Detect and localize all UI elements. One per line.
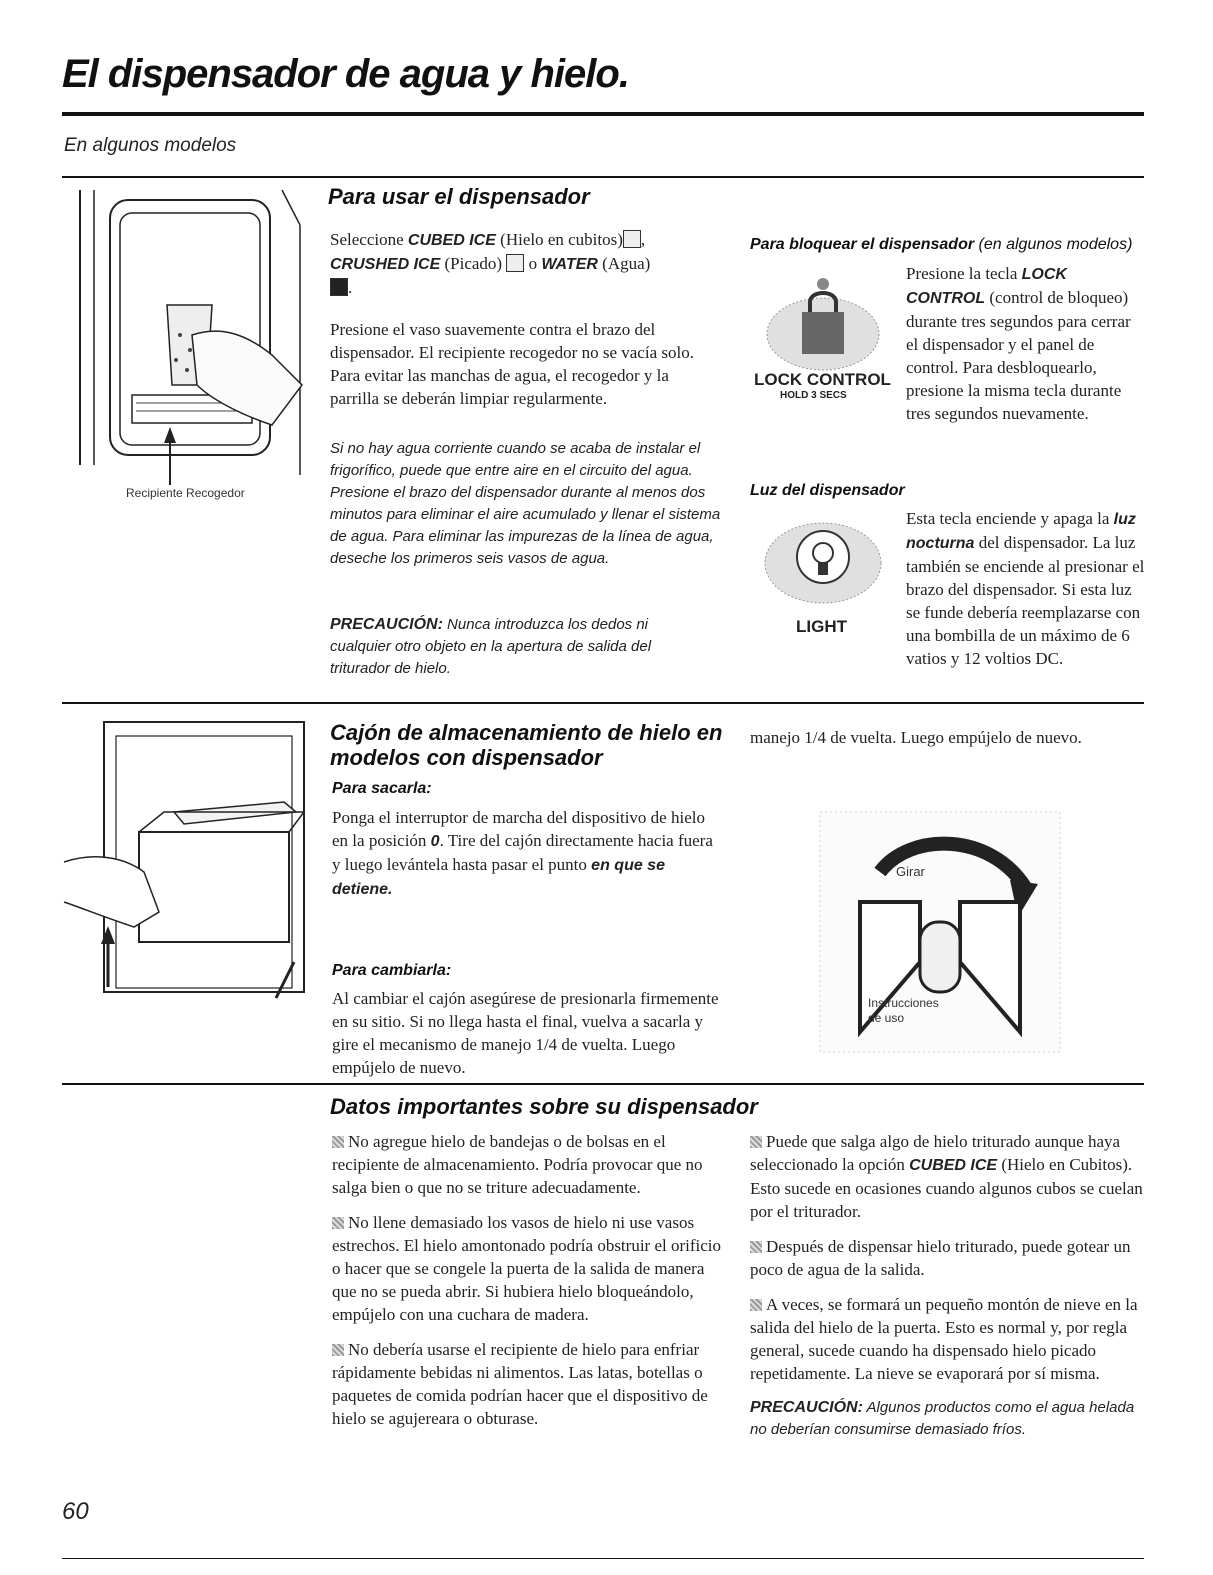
list-item: A veces, se formará un pequeño montón de nieve en la salida del hielo de la puerta. Esto es normal y, por regla general, sucede cuando ha dispensado hielo picado repetidamente. La nieve se evaporará por sí misma.: [750, 1295, 1138, 1383]
lock-paragraph: Presione la tecla LOCK CONTROL (control de bloqueo) durante tres segundos para cerrar el dispensador y el panel de control. Para desbloquearlo, presione la misma tecla durante tres segundos nuevamente.: [906, 264, 1131, 423]
list-item: Puede que salga algo de hielo triturado aunque haya seleccionado la opción CUBED ICE (Hielo en Cubitos). Esto sucede en ocasiones cuando algunos cubos se cuelan por el triturador.: [750, 1132, 1143, 1221]
instrucciones-label: Instrucciones de uso: [868, 996, 939, 1025]
bullet-icon: [750, 1136, 762, 1148]
sacar-paragraph: Ponga el interruptor de marcha del dispositivo de hielo en la posición 0. Tire del cajón directamente hacia fuera y luego levántela hasta pasar el punto en que se detiene.: [332, 808, 713, 898]
list-item: Después de dispensar hielo triturado, puede gotear un poco de agua de la salida.: [750, 1237, 1131, 1279]
light-paragraph: Esta tecla enciende y apaga la luz nocturna del dispensador. La luz también se enciende al presionar el brazo del dispensador. Si esta luz se funde debería reemplazarse con una bombilla de un máximo de 6 vatios y 12 voltios DC.: [906, 509, 1145, 668]
title-rule: [62, 112, 1144, 116]
datos-caution: PRECAUCIÓN: Algunos productos como el agua helada no deberían consumirse demasiado fríos.: [750, 1399, 1135, 1438]
bullet-icon: [332, 1344, 344, 1356]
datos-right-list: [750, 1130, 1146, 1441]
section-heading-cajon: Cajón de almacenamiento de hielo en modelos con dispensador: [330, 720, 723, 770]
usar-paragraph-1: Seleccione CUBED ICE (Hielo en cubitos) , CRUSHED ICE (Picado) o WATER (Agua) .: [330, 230, 651, 297]
lock-control-button-figure: [752, 262, 894, 412]
page-title: El dispensador de agua y hielo.: [62, 52, 629, 96]
light-button-figure: [752, 505, 894, 655]
page-number: 60: [62, 1498, 89, 1525]
knob-figure: [820, 812, 1060, 1052]
lock-icon: [752, 262, 894, 372]
figure-caption: Recipiente Recogedor: [126, 486, 245, 500]
dispenser-illustration: [72, 185, 312, 505]
cambiar-label: Para cambiarla:: [332, 962, 452, 979]
light-label: LIGHT: [796, 617, 847, 636]
crushed-ice-icon: [506, 254, 524, 272]
bullet-icon: [750, 1299, 762, 1311]
section-rule-3: [62, 1083, 1144, 1085]
section-heading-usar: Para usar el dispensador: [328, 184, 590, 209]
cubed-ice-icon: [623, 230, 641, 248]
lock-control-sublabel: HOLD 3 SECS: [780, 390, 847, 401]
section-rule-1: [62, 176, 1144, 178]
section-heading-datos: Datos importantes sobre su dispensador: [330, 1094, 758, 1119]
cambiar-paragraph-continued: manejo 1/4 de vuelta. Luego empújelo de nuevo.: [750, 728, 1082, 747]
ice-bin-illustration: [64, 712, 314, 1002]
light-bulb-icon: [752, 505, 894, 615]
cambiar-paragraph: Al cambiar el cajón asegúrese de presionarla firmemente en su sitio. Si no llega hasta el final, vuelva a sacarla y gire el mecanismo de manejo 1/4 de vuelta. Luego empújelo de nuevo.: [332, 989, 719, 1077]
usar-paragraph-3: Si no hay agua corriente cuando se acaba de instalar el frigorífico, puede que entre aire en el circuito del agua. Presione el brazo del dispensador durante al menos dos minutos para eliminar el aire acumulado y llenar el sistema de agua. Para eliminar las impurezas de la línea de agua, deseche los primeros seis vasos de agua.: [330, 440, 721, 567]
dispenser-figure: [72, 185, 312, 505]
usar-paragraph-2: Presione el vaso suavemente contra el brazo del dispensador. El recipiente recogedor no se vacía solo. Para evitar las manchas de agua, el recogedor y la parrilla se deberán limpiar regularmente.: [330, 320, 694, 408]
section-heading-lock: Para bloquear el dispensador (en algunos modelos): [750, 236, 1133, 253]
footer-rule: [62, 1558, 1144, 1559]
bullet-icon: [332, 1217, 344, 1229]
page-subtitle: En algunos modelos: [64, 135, 237, 156]
usar-caution: PRECAUCIÓN: Nunca introduzca los dedos ni cualquier otro objeto en la apertura de salida del triturador de hielo.: [330, 616, 652, 677]
datos-left-list: [332, 1130, 728, 1442]
bullet-icon: [332, 1136, 344, 1148]
water-icon: [330, 278, 348, 296]
girar-label: Girar: [896, 864, 925, 879]
list-item: No agregue hielo de bandejas o de bolsas en el recipiente de almacenamiento. Podría provocar que no salga bien o que no se triture adecuadamente.: [332, 1132, 703, 1197]
bullet-icon: [750, 1241, 762, 1253]
sacar-label: Para sacarla:: [332, 780, 432, 797]
rotate-knob-illustration: [820, 812, 1060, 1052]
ice-bin-figure: [64, 712, 314, 1002]
section-rule-2: [62, 702, 1144, 704]
list-item: No debería usarse el recipiente de hielo para enfriar rápidamente bebidas ni alimentos. Las latas, botellas o paquetes de comida podrían hacer que el dispositivo de hielo se agujereara o obturase.: [332, 1340, 708, 1428]
section-heading-light: Luz del dispensador: [750, 482, 905, 499]
list-item: No llene demasiado los vasos de hielo ni use vasos estrechos. El hielo amontonado podría obstruir el orificio o hacer que se congele la puerta de la salida de manera que no se pueda abrir. Si hubiera hielo bloqueándolo, empújelo con una cuchara de madera.: [332, 1213, 722, 1324]
lock-control-label: LOCK CONTROL: [754, 370, 891, 389]
